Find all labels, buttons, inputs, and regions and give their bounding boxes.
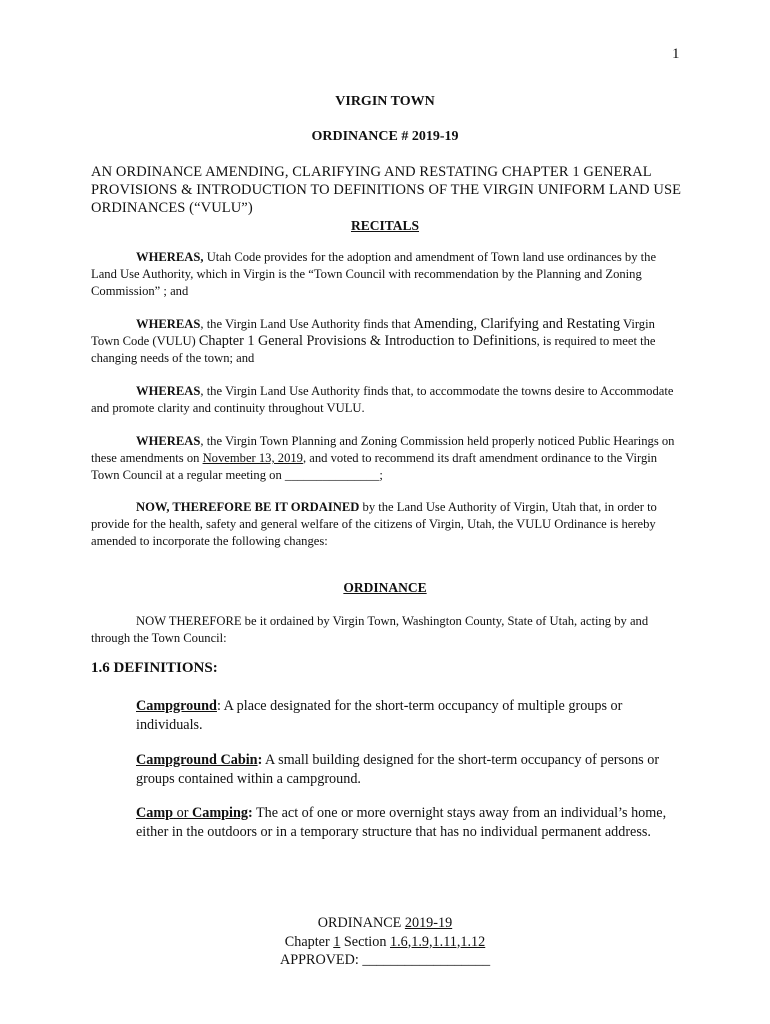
whereas-text: Utah Code provides for the adoption and amendment of Town land use ordinances by the Land Use Authority, which in Virgin is the “Town Council with recommendation by the Planning and Zoning Commission” ; and (91, 250, 657, 298)
definition-text: A small building designed for the short-term occupancy of persons or groups contained within a campground. (136, 752, 660, 787)
whereas-text: , and voted to recommend its draft amendment ordinance to the Virgin Town Council at a regular meeting on _______________; (91, 451, 658, 482)
footer-approved-line (0, 951, 770, 970)
page-footer (0, 914, 770, 970)
whereas-text: , is required to meet the changing needs of the town; and (91, 334, 656, 365)
definition-campground (136, 697, 686, 735)
now-therefore-lead: NOW, THEREFORE BE IT ORDAINED (136, 500, 360, 514)
document-title: VIRGIN TOWN (335, 94, 435, 109)
footer-ordinance-line (0, 914, 770, 933)
whereas-text-emphasis: Chapter 1 General Provisions & Introduction to Definitions (198, 333, 537, 349)
definition-term: Campground (136, 698, 217, 714)
definition-term: Campground Cabin (136, 752, 258, 768)
whereas-paragraph-2 (91, 316, 676, 367)
ordinance-section-heading: ORDINANCE (343, 580, 427, 595)
footer-section-value: 1.6,1.9,1.11,1.12 (389, 933, 486, 950)
whereas-text: , the Virgin Land Use Authority finds that (200, 317, 414, 331)
ordinance-intro-paragraph (91, 613, 676, 647)
footer-ordinance-label: ORDINANCE (317, 915, 405, 931)
ordinance-number: ORDINANCE # 2019-19 (311, 129, 459, 144)
whereas-paragraph-1 (91, 249, 676, 300)
footer-approved-blank: __________________ (362, 952, 491, 968)
definition-colon: : (257, 752, 263, 768)
definition-text: The act of one or more overnight stays away from an individual’s home, either in the outdoors or in a temporary structure that has no individual permanent address. (136, 805, 667, 840)
footer-chapter-label: Chapter (284, 933, 334, 950)
whereas-lead: WHEREAS (136, 317, 201, 331)
whereas-text: Virgin Town Code (VULU) (91, 317, 655, 348)
page-number: 1 (672, 46, 680, 62)
ordinance-intro-text: NOW THEREFORE be it ordained by Virgin Town, Washington County, State of Utah, acting by and through the Town Council: (91, 614, 649, 645)
footer-ordinance-value: 2019-19 (404, 915, 453, 931)
footer-approved-label: APPROVED: (279, 952, 363, 968)
now-therefore-paragraph (91, 499, 676, 550)
footer-section-label: Section (340, 933, 390, 950)
definitions-heading: 1.6 DEFINITIONS: (91, 660, 218, 676)
definition-term: Camp (136, 805, 174, 821)
whereas-lead: WHEREAS (136, 434, 201, 448)
footer-chapter-value: 1 (333, 933, 341, 950)
now-therefore-text: by the Land Use Authority of Virgin, Utah that, in order to provide for the health, safety and general welfare of the citizens of Virgin, Utah, the VULU Ordinance is hereby amended to incorporate the following changes: (91, 500, 657, 548)
whereas-text: , the Virgin Town Planning and Zoning Commission held properly noticed Public Hearings on these amendments on (91, 434, 675, 465)
whereas-text-emphasis: Amending, Clarifying and Restating (413, 316, 621, 332)
ordinance-heading-text: AN ORDINANCE AMENDING, CLARIFYING AND RESTATING CHAPTER 1 GENERAL PROVISIONS & INTRODUCTION TO DEFINITIONS OF THE VIRGIN UNIFORM LAND USE ORDINANCES (“VULU”) (91, 164, 682, 216)
whereas-lead: WHEREAS, (136, 250, 204, 264)
definition-campground-cabin (136, 751, 686, 789)
whereas-paragraph-3 (91, 383, 676, 417)
definition-colon: : (247, 805, 253, 821)
whereas-lead: WHEREAS (136, 384, 201, 398)
hearing-date: November 13, 2019 (202, 451, 303, 465)
definition-connector: or (173, 805, 192, 821)
whereas-paragraph-4 (91, 433, 676, 484)
recitals-heading: RECITALS (350, 218, 420, 233)
definition-camping (136, 804, 686, 842)
definition-colon: : (216, 698, 221, 714)
definition-term-2: Camping (191, 805, 248, 821)
whereas-text: , the Virgin Land Use Authority finds that, to accommodate the towns desire to Accommodate and promote clarity and continuity throughout VULU. (91, 384, 674, 415)
definition-text: A place designated for the short-term occupancy of multiple groups or individuals. (136, 698, 623, 733)
footer-chapter-line (0, 933, 770, 952)
